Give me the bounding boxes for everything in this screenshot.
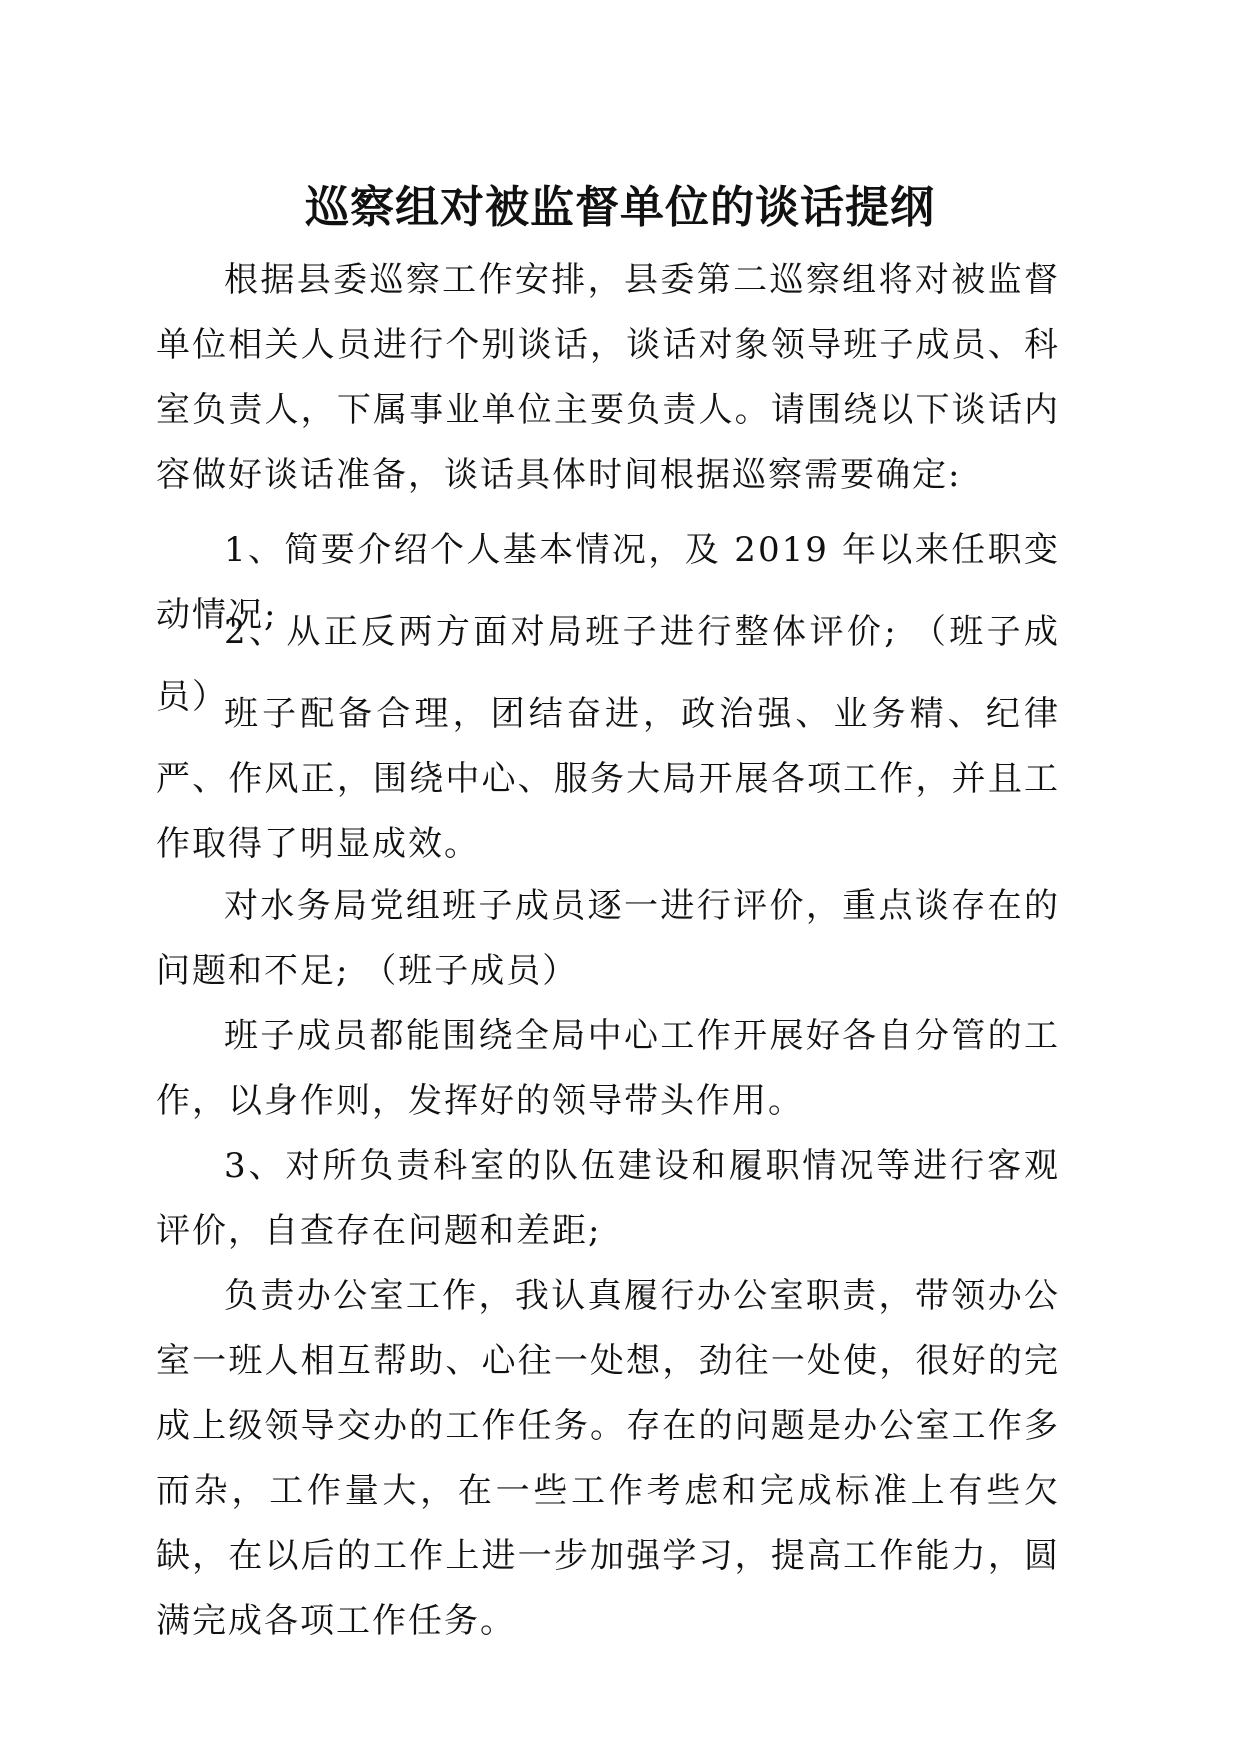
paragraph-item-2: 2、从正反两方面对局班子进行整体评价; （班子成员） xyxy=(156,612,1060,717)
paragraph-item-1: 1、简要介绍个人基本情况，及 2019 年以来任职变动情况; xyxy=(156,530,1060,635)
paragraph-member-evaluation: 对水务局党组班子成员逐一进行评价，重点谈存在的问题和不足; （班子成员） xyxy=(156,886,1060,991)
paragraph-member-summary: 班子成员都能围绕全局中心工作开展好各自分管的工作，以身作则，发挥好的领导带头作用。 xyxy=(156,1016,1060,1121)
paragraph-intro: 根据县委巡察工作安排，县委第二巡察组将对被监督单位相关人员进行个别谈话，谈话对象领导班子成员、科室负责人，下属事业单位主要负责人。请围绕以下谈话内容做好谈话准备，谈话具体时间根据巡察需要确定: xyxy=(156,260,1060,495)
document-title: 巡察组对被监督单位的谈话提纲 xyxy=(305,182,935,233)
paragraph-item-3: 3、对所负责科室的队伍建设和履职情况等进行客观评价，自查存在问题和差距; xyxy=(156,1146,1060,1251)
paragraph-team-evaluation: 班子配备合理，团结奋进，政治强、业务精、纪律严、作风正，围绕中心、服务大局开展各项工作，并且工作取得了明显成效。 xyxy=(156,694,1060,864)
paragraph-office-work: 负责办公室工作，我认真履行办公室职责，带领办公室一班人相互帮助、心往一处想，劲往一处使，很好的完成上级领导交办的工作任务。存在的问题是办公室工作多而杂，工作量大，在一些工作考虑和完成标准上有些欠缺，在以后的工作上进一步加强学习，提高工作能力，圆满完成各项工作任务。 xyxy=(156,1276,1060,1641)
